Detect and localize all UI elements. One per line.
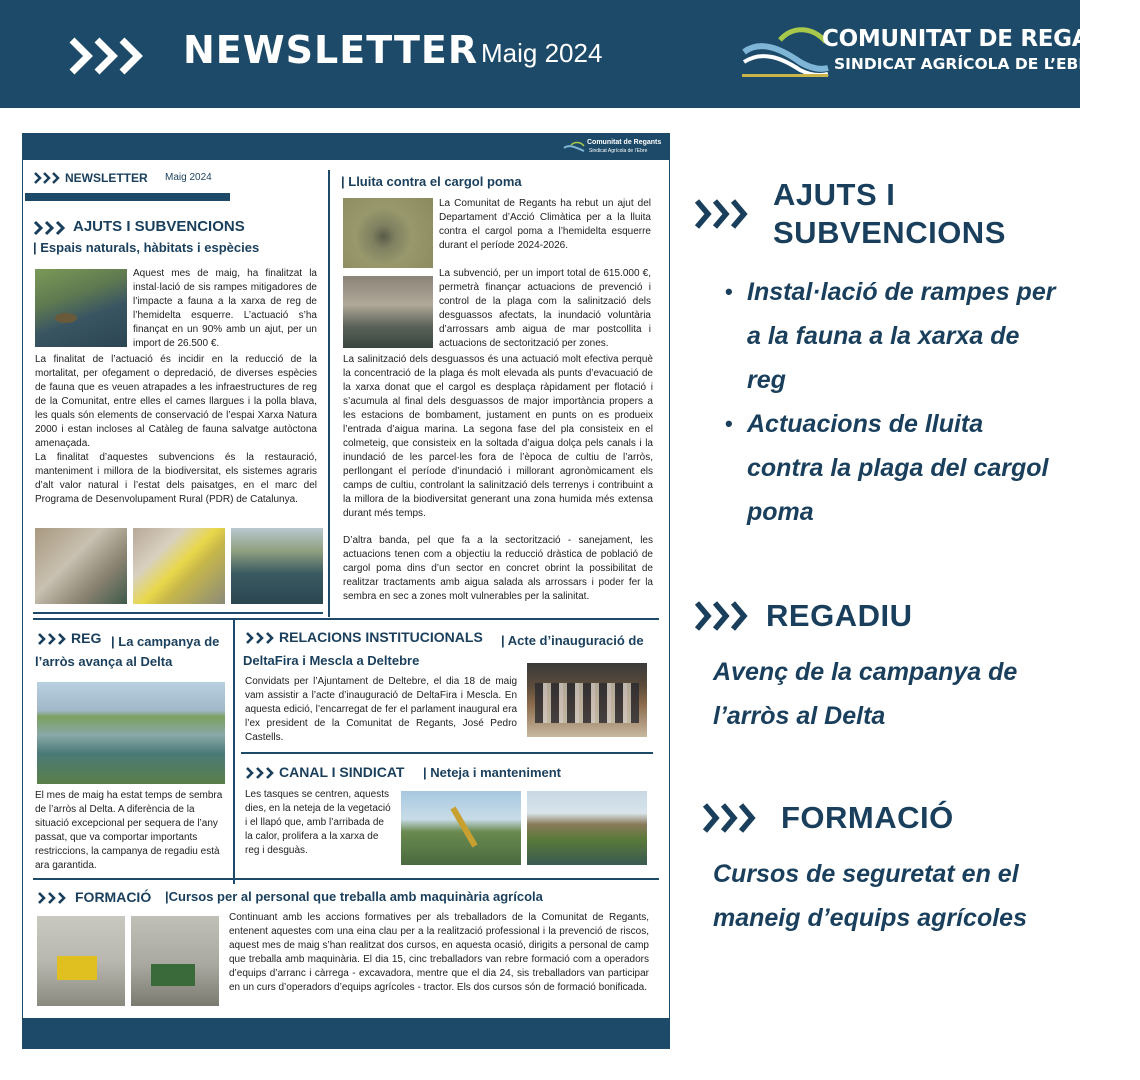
ricefield-photo [37,682,225,784]
formacio-subtitle: |Cursos per al personal que treballa amb maquinària agrícola [165,889,543,904]
chevron-triple-icon [702,802,758,834]
header-date: Maig 2024 [481,38,603,68]
chevron-triple-icon [33,171,61,185]
page-logo [563,138,663,158]
divider [328,170,330,617]
ramp-photo-3 [231,528,323,604]
page-logo-name: Comunitat de Regants [587,139,662,146]
chevron-triple-icon [694,600,750,632]
divider [33,618,659,620]
chevron-triple-icon [33,220,67,236]
cargol-paragraph-2: La subvenció, per un import total de 615.000 €, permetrà finançar actuacions de prevenció i control de la plaga com la salinització dels desguassos afectats, la inundació voluntària d’arrossars amb aigua de mar postcollita i actuacions de sectorització per zones. [439,268,651,349]
drain-photo [343,276,433,348]
canal-photo [527,791,647,865]
chevron-triple-icon [68,35,148,77]
divider [233,620,235,884]
reg-text: El mes de maig ha estat temps de sembra de l’arròs al Delta. A diferència de la situació excepcional per sequera de l’any passat, que va comportar importants restriccions, la campanya de regadiu està ara garantida. [35,790,223,871]
ajuts-subtitle: | Espais naturals, hàbitats i espècies [33,240,260,255]
summary-formacio-text: Cursos de seguretat en el maneig d’equips agrícoles [713,860,1027,932]
page-newsletter-label: NEWSLETTER [65,171,148,185]
divider [33,612,323,614]
brand-logo-icon [740,22,830,80]
formacio-heading: FORMACIÓ [75,889,152,905]
brand-name: COMUNITAT DE REGANTS [822,26,1140,52]
formacio-text: Continuant amb les accions formatives per als treballadors de la Comunitat de Regants, entenent aquestes com una eina clau per a la realització professional i la prevenció de riscos, aquest mes de maig s’han realitzat dos cursos, en aquesta ocasió, dirigits a personal de camp que treballa amb maquinària. El dia 15, cinc treballadors van rebre formació com a operadors d’equips d’arranc i càrrega - excavadora, mentre que el dia 24, sis treballadors van participar en un curs d’operadors d’equips agrícoles - tractor. Els dos cursos són de formació bonificada. [229,912,649,993]
cargol-heading: | Lluita contra el cargol poma [341,174,522,189]
chevron-triple-icon [694,198,750,230]
cargol-paragraph-4: D’altra banda, pel que fa a la sectorització - sanejament, les actuacions tenen com a objectiu la reducció dràstica de població de cargol poma dins d’un sector en concret obrint la possibilitat de realitzar tractaments amb aigua salada als arrossars i poder fer la sembra en sec a zones molt vulnerables per la salinitat. [343,535,653,602]
relacions-text: Convidats per l’Ajuntament de Deltebre, el dia 18 de maig vam assistir a l’acte d’inauguració de DeltaFira i Mescla. En aquesta edició, l’encarregat de fer el parlament inaugural era l’ex president de la Comunitat de Regants, José Pedro Castells. [245,676,517,743]
divider [25,193,230,201]
relacions-heading: RELACIONS INSTITUCIONALS [279,629,483,645]
training-photo-2 [131,916,219,1006]
excavator-photo [401,791,521,865]
reg-subtitle: | La campanya de l’arròs avança al Delta [35,634,220,669]
relacions-subtitle: | Acte d’inauguració de DeltaFira i Mescla a Deltebre [243,633,644,668]
divider [241,752,653,754]
reg-heading: REG [71,630,102,646]
ajuts-paragraph-3: La finalitat d’aquestes subvencions és la restauració, manteniment i millora de la biodiversitat, els sistemes agraris d’alt valor natural i l’estat dels paisatges, en el marc del Programa de Desenvolupament Rural (PDR) de Catalunya. [35,452,317,505]
header-bar [0,0,1140,108]
ajuts-paragraph-2: La finalitat de l’actuació és incidir en la reducció de la mortalitat, per ofegament o depredació, de diverses espècies de fauna que es veuen atrapades a les infraestructures de reg de la Comunitat, entre elles el cames llargues i la polla blava, les quals són elements de conservació de l’espai Xarxa Natura 2000 i estan incloses al Catàleg de fauna salvatge autòctona amenaçada. [35,354,317,449]
summary-regadiu-text: Avenç de la campanya de l’arròs al Delta [713,658,1018,730]
summary-formacio-heading: FORMACIÓ [781,800,954,835]
header-title: NEWSLETTER [183,28,479,72]
newsletter-page [22,133,670,1049]
ajuts-paragraph-1: Aquest mes de maig, ha finalitzat la instal·lació de sis rampes mitigadores de l’impacte a fauna a la xarxa de reg de l’hemidelta esquerre. L’actuació s’ha finançat en un 90% amb un ajut, per un import de 26.500 €. [133,268,317,349]
ramp-photo-2 [133,528,225,604]
snail-photo [343,198,433,268]
page-logo-sub: Sindicat Agrícola de l’Ebre [589,148,648,154]
divider [33,878,659,880]
chevron-triple-icon [245,766,275,780]
list-item: • Actuacions de lluita contra la plaga del cargol poma [725,402,1065,534]
page-bottom-bar [23,1018,669,1048]
summary-ajuts-list [725,270,1065,534]
summary-regadiu-heading: REGADIU [766,598,913,633]
canal-text: Les tasques se centren, aquests dies, en la neteja de la vegetació i el llapó que, amb l’arribada de la calor, prolifera a la xarxa de reg i desguàs. [245,789,391,856]
canal-heading: CANAL I SINDICAT [279,764,405,780]
page-logo-icon [563,141,585,155]
canal-subtitle: | Neteja i manteniment [423,765,562,780]
cargol-paragraph-1: La Comunitat de Regants ha rebut un ajut del Departament d’Acció Climàtica per a la lluita contra el cargol poma a l’hemidelta esquerre durant el període 2024-2026. [439,198,651,251]
inauguration-photo [527,663,647,737]
cargol-paragraph-3: La salinització dels desguassos és una actuació molt efectiva perquè la concentració de la plaga és molt elevada als punts d’evacuació de la xarxa donat que el cargol es desplaça ràpidament per flotació i s’acumula al final dels desguassos de major importància propers a les estacions de bombament, justament en punts on es produeix l’entrada d’aigua marina. La segona fase del pla consisteix en el colmeteig, que consisteix en la soltada d’aigua dolça pels canals i la inundació de les parcel·les fora de l’època de cultiu de l’arròs, perllongant el període d’inundació i millorant agronòmicament els camps de cultiu, controlant la salinització dels terrenys i contribuint a la millora de la biodiversitat generant una zona humida més extensa durant més temps. [343,354,653,519]
training-photo-1 [37,916,125,1006]
summary-ajuts-heading: AJUTS I SUBVENCIONS [773,177,1006,250]
brand-subtitle: SINDICAT AGRÍCOLA DE L’EBRE [834,55,1101,73]
page-date: Maig 2024 [165,172,212,183]
ramp-photo-1 [35,528,127,604]
list-item: • Instal·lació de rampes per a la fauna a la xarxa de reg [725,270,1065,402]
duck-photo [35,269,127,347]
ajuts-heading: AJUTS I SUBVENCIONS [73,218,245,235]
chevron-triple-icon [37,891,67,905]
